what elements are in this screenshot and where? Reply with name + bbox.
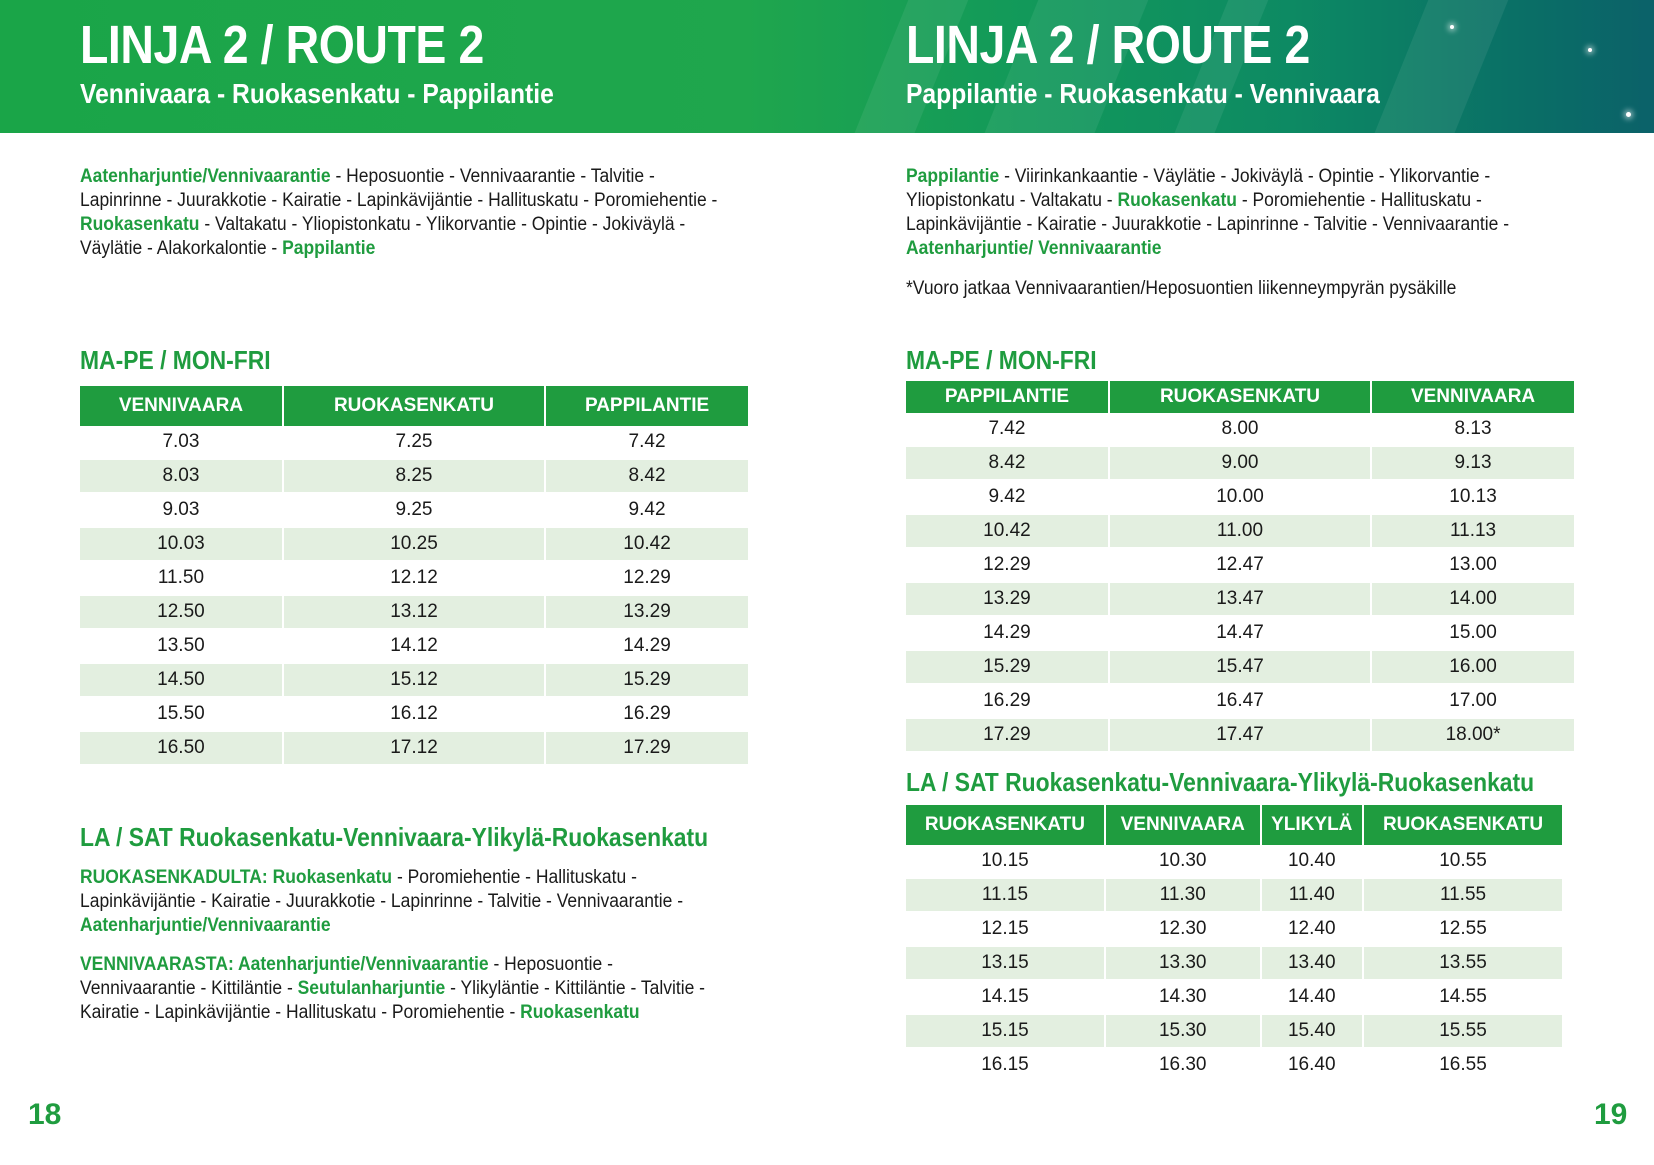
stop-name-highlight: Pappilantie bbox=[906, 166, 1000, 187]
departure-time: 14.40 bbox=[1262, 981, 1363, 1015]
table-row bbox=[80, 664, 748, 698]
departure-time: 16.12 bbox=[284, 698, 544, 732]
departure-time: 13.55 bbox=[1364, 947, 1562, 981]
departure-time: 12.29 bbox=[906, 549, 1108, 583]
weekday-heading: MA-PE / MON-FRI bbox=[80, 345, 271, 375]
table-row bbox=[906, 1015, 1562, 1049]
departure-time: 12.15 bbox=[906, 913, 1104, 947]
departure-time: 11.15 bbox=[906, 879, 1104, 913]
table-row bbox=[80, 698, 748, 732]
departure-time: 10.42 bbox=[906, 515, 1108, 549]
stop-list-text: - Heposuontie - Vennivaarantie - Kittiläntie - bbox=[80, 954, 613, 999]
table-row bbox=[80, 494, 748, 528]
stop-list-text: - Heposuontie - Vennivaarantie - Talvitie - Lapinrinne - Juurakkotie - Kairatie - Lapinkävijäntie - Hallituskatu - Poromiehentie - bbox=[80, 166, 718, 211]
departure-time: 15.50 bbox=[80, 698, 282, 732]
departure-time: 13.30 bbox=[1106, 947, 1260, 981]
departure-time: 11.30 bbox=[1106, 879, 1260, 913]
departure-time: 15.15 bbox=[906, 1015, 1104, 1049]
saturday-route-from-vennivaara bbox=[80, 953, 724, 1025]
departure-time: 10.55 bbox=[1364, 845, 1562, 879]
departure-time: 9.42 bbox=[906, 481, 1108, 515]
departure-time: 17.29 bbox=[546, 732, 748, 766]
departure-time: 17.12 bbox=[284, 732, 544, 766]
departure-time: 9.42 bbox=[546, 494, 748, 528]
saturday-route-from-ruokasenkatu bbox=[80, 866, 724, 938]
stop-name-highlight: Ruokasenkatu bbox=[1117, 190, 1237, 211]
stop-list-text: - Poromiehentie - Hallituskatu - Lapinkävijäntie - Kairatie - Juurakkotie - Lapinrinne - Talvitie - Vennivaarantie - bbox=[906, 190, 1510, 235]
departure-time: 16.00 bbox=[1372, 651, 1574, 685]
table-header-row bbox=[80, 386, 748, 426]
departure-time: 13.00 bbox=[1372, 549, 1574, 583]
departure-time: 15.55 bbox=[1364, 1015, 1562, 1049]
departure-time: 11.40 bbox=[1262, 879, 1363, 913]
departure-time: 12.30 bbox=[1106, 913, 1260, 947]
saturday-heading: LA / SAT Ruokasenkatu-Vennivaara-Ylikylä-Ruokasenkatu bbox=[906, 767, 1535, 797]
stop-name-highlight: Seutulanharjuntie bbox=[297, 978, 446, 999]
banner-light-streak bbox=[1364, 0, 1517, 133]
departure-time: 12.40 bbox=[1262, 913, 1363, 947]
route-stops-description bbox=[80, 165, 724, 261]
departure-time: 18.00* bbox=[1372, 719, 1574, 753]
stop-name-highlight: Aatenharjuntie/Vennivaarantie bbox=[80, 915, 331, 936]
stop-name-highlight: Ruokasenkatu bbox=[520, 1002, 640, 1023]
table-row bbox=[80, 426, 748, 460]
column-header: VENNIVAARA bbox=[80, 386, 282, 426]
table-row bbox=[906, 685, 1574, 719]
table-row bbox=[80, 528, 748, 562]
table-row bbox=[906, 719, 1574, 753]
table-row bbox=[906, 413, 1574, 447]
page-number: 18 bbox=[28, 1098, 62, 1131]
departure-time: 12.55 bbox=[1364, 913, 1562, 947]
table-row bbox=[906, 617, 1574, 651]
departure-time: 14.29 bbox=[546, 630, 748, 664]
departure-time: 11.00 bbox=[1110, 515, 1370, 549]
departure-time: 16.55 bbox=[1364, 1049, 1562, 1083]
sparkle-icon bbox=[1626, 112, 1631, 117]
column-header: RUOKASENKATU bbox=[1110, 381, 1370, 413]
stop-name-highlight: Pappilantie bbox=[282, 238, 376, 259]
departure-time: 10.40 bbox=[1262, 845, 1363, 879]
departure-time: 15.47 bbox=[1110, 651, 1370, 685]
stop-name-highlight: Aatenharjuntie/ Vennivaarantie bbox=[906, 238, 1162, 259]
departure-time: 11.55 bbox=[1364, 879, 1562, 913]
stop-list-text: - Poromiehentie - Hallituskatu - Lapinkävijäntie - Kairatie - Juurakkotie - Lapinrinne - Talvitie - Vennivaarantie - bbox=[80, 867, 684, 912]
table-header-row bbox=[906, 805, 1562, 845]
departure-time: 11.50 bbox=[80, 562, 282, 596]
departure-time: 16.40 bbox=[1262, 1049, 1363, 1083]
table-row bbox=[906, 879, 1562, 913]
table-row bbox=[906, 947, 1562, 981]
table-row bbox=[906, 845, 1562, 879]
departure-time: 12.29 bbox=[546, 562, 748, 596]
column-header: YLIKYLÄ bbox=[1262, 805, 1363, 845]
departure-time: 9.25 bbox=[284, 494, 544, 528]
column-header: RUOKASENKATU bbox=[906, 805, 1104, 845]
departure-time: 14.15 bbox=[906, 981, 1104, 1015]
departure-time: 15.30 bbox=[1106, 1015, 1260, 1049]
departure-time: 12.47 bbox=[1110, 549, 1370, 583]
table-row bbox=[906, 981, 1562, 1015]
sparkle-icon bbox=[1450, 25, 1454, 29]
stop-list-text: - Valtakatu - Yliopistonkatu - Ylikorvantie - Opintie - Jokiväylä - Väylätie - Alakorkalontie - bbox=[80, 214, 686, 259]
sparkle-icon bbox=[1588, 48, 1592, 52]
departure-time: 17.00 bbox=[1372, 685, 1574, 719]
table-row bbox=[906, 583, 1574, 617]
page-title: LINJA 2 / ROUTE 2 bbox=[80, 15, 484, 75]
stop-list-text: - Ylikyläntie - Kittiläntie - Talvitie - Kairatie - Lapinkävijäntie - Hallituskatu - Poromiehentie - bbox=[80, 978, 705, 1023]
weekday-timetable bbox=[904, 381, 1576, 753]
departure-time: 17.47 bbox=[1110, 719, 1370, 753]
column-header: VENNIVAARA bbox=[1372, 381, 1574, 413]
saturday-heading: LA / SAT Ruokasenkatu-Vennivaara-Ylikylä-Ruokasenkatu bbox=[80, 822, 709, 852]
departure-time: 8.13 bbox=[1372, 413, 1574, 447]
departure-time: 15.00 bbox=[1372, 617, 1574, 651]
route-direction-subtitle: Pappilantie - Ruokasenkatu - Vennivaara bbox=[906, 78, 1380, 109]
column-header: RUOKASENKATU bbox=[284, 386, 544, 426]
table-row bbox=[80, 630, 748, 664]
stop-name-highlight: Aatenharjuntie/Vennivaarantie bbox=[80, 166, 331, 187]
departure-time: 10.15 bbox=[906, 845, 1104, 879]
table-row bbox=[80, 562, 748, 596]
stop-name-highlight: Ruokasenkatu bbox=[80, 214, 200, 235]
departure-time: 7.25 bbox=[284, 426, 544, 460]
departure-time: 11.13 bbox=[1372, 515, 1574, 549]
departure-time: 14.55 bbox=[1364, 981, 1562, 1015]
departure-time: 8.03 bbox=[80, 460, 282, 494]
departure-time: 14.29 bbox=[906, 617, 1108, 651]
departure-time: 8.25 bbox=[284, 460, 544, 494]
departure-time: 15.29 bbox=[906, 651, 1108, 685]
departure-time: 8.42 bbox=[546, 460, 748, 494]
column-header: PAPPILANTIE bbox=[906, 381, 1108, 413]
departure-time: 14.00 bbox=[1372, 583, 1574, 617]
footnote: *Vuoro jatkaa Vennivaarantien/Heposuontien liikenneympyrän pysäkille bbox=[906, 278, 1457, 299]
departure-time: 10.13 bbox=[1372, 481, 1574, 515]
stop-list-text: - Viirinkankaantie - Väylätie - Jokiväylä - Opintie - Ylikorvantie - Yliopistonkatu - Valtakatu - bbox=[906, 166, 1491, 211]
departure-time: 16.15 bbox=[906, 1049, 1104, 1083]
departure-time: 12.50 bbox=[80, 596, 282, 630]
departure-time: 14.12 bbox=[284, 630, 544, 664]
table-row bbox=[906, 447, 1574, 481]
departure-time: 8.42 bbox=[906, 447, 1108, 481]
departure-time: 13.29 bbox=[906, 583, 1108, 617]
departure-time: 14.47 bbox=[1110, 617, 1370, 651]
departure-time: 7.42 bbox=[546, 426, 748, 460]
departure-time: 10.03 bbox=[80, 528, 282, 562]
departure-time: 13.50 bbox=[80, 630, 282, 664]
weekday-timetable bbox=[78, 386, 750, 766]
departure-time: 16.30 bbox=[1106, 1049, 1260, 1083]
table-row bbox=[906, 515, 1574, 549]
table-row bbox=[906, 1049, 1562, 1083]
departure-time: 9.00 bbox=[1110, 447, 1370, 481]
column-header: VENNIVAARA bbox=[1106, 805, 1260, 845]
departure-time: 10.42 bbox=[546, 528, 748, 562]
table-row bbox=[80, 596, 748, 630]
departure-time: 12.12 bbox=[284, 562, 544, 596]
route-direction-subtitle: Vennivaara - Ruokasenkatu - Pappilantie bbox=[80, 78, 554, 109]
departure-time: 13.40 bbox=[1262, 947, 1363, 981]
departure-time: 16.29 bbox=[906, 685, 1108, 719]
departure-time: 10.30 bbox=[1106, 845, 1260, 879]
table-row bbox=[906, 913, 1562, 947]
page-number: 19 bbox=[1594, 1098, 1628, 1131]
departure-time: 16.29 bbox=[546, 698, 748, 732]
stop-name-highlight: RUOKASENKADULTA: Ruokasenkatu bbox=[80, 867, 393, 888]
departure-time: 15.40 bbox=[1262, 1015, 1363, 1049]
table-header-row bbox=[906, 381, 1574, 413]
column-header: PAPPILANTIE bbox=[546, 386, 748, 426]
page-title: LINJA 2 / ROUTE 2 bbox=[906, 15, 1310, 75]
table-row bbox=[80, 732, 748, 766]
departure-time: 9.13 bbox=[1372, 447, 1574, 481]
departure-time: 10.25 bbox=[284, 528, 544, 562]
departure-time: 16.50 bbox=[80, 732, 282, 766]
departure-time: 10.00 bbox=[1110, 481, 1370, 515]
saturday-timetable bbox=[904, 805, 1564, 1083]
departure-time: 14.50 bbox=[80, 664, 282, 698]
weekday-heading: MA-PE / MON-FRI bbox=[906, 345, 1097, 375]
column-header: RUOKASENKATU bbox=[1364, 805, 1562, 845]
stop-name-highlight: VENNIVAARASTA: Aatenharjuntie/Vennivaarantie bbox=[80, 954, 489, 975]
departure-time: 15.12 bbox=[284, 664, 544, 698]
route-stops-description bbox=[906, 165, 1550, 261]
departure-time: 13.29 bbox=[546, 596, 748, 630]
departure-time: 7.42 bbox=[906, 413, 1108, 447]
table-row bbox=[906, 481, 1574, 515]
departure-time: 13.15 bbox=[906, 947, 1104, 981]
table-row bbox=[906, 549, 1574, 583]
departure-time: 14.30 bbox=[1106, 981, 1260, 1015]
departure-time: 15.29 bbox=[546, 664, 748, 698]
departure-time: 13.47 bbox=[1110, 583, 1370, 617]
departure-time: 17.29 bbox=[906, 719, 1108, 753]
departure-time: 9.03 bbox=[80, 494, 282, 528]
departure-time: 8.00 bbox=[1110, 413, 1370, 447]
departure-time: 13.12 bbox=[284, 596, 544, 630]
table-row bbox=[906, 651, 1574, 685]
departure-time: 16.47 bbox=[1110, 685, 1370, 719]
departure-time: 7.03 bbox=[80, 426, 282, 460]
table-row bbox=[80, 460, 748, 494]
